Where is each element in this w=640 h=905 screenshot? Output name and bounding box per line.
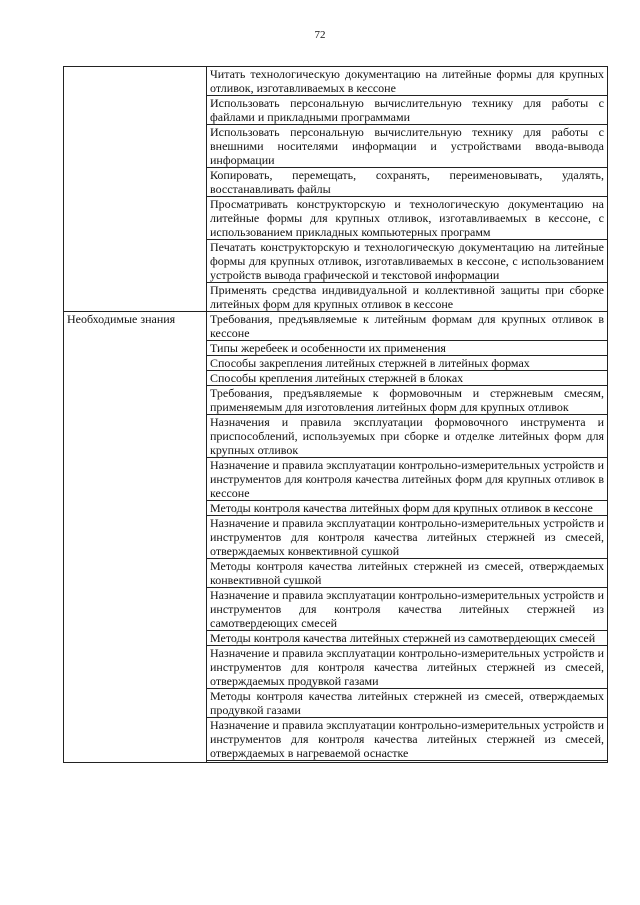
knowledge-item: Требования, предъявляемые к формовочным и стержневым смесям, применяемым для изготовления литейных форм для крупных отливок <box>207 386 608 415</box>
knowledge-item: Назначение и правила эксплуатации контрольно-измерительных устройств и инструментов для контроля качества литейных стержней из смесей, отверждаемых конвективной сушкой <box>207 516 608 559</box>
knowledge-item: Назначение и правила эксплуатации контрольно-измерительных устройств и инструментов для контроля качества литейных стержней из смесей, отверждаемых в нагреваемой оснастке <box>207 718 608 761</box>
skill-item: Печатать конструкторскую и технологическую документацию на литейные формы для крупных отливок, изготавливаемых в кессоне, с использованием устройств вывода графической и текстовой информации <box>207 240 608 283</box>
table-tail-cell <box>207 761 608 763</box>
section-label-cell <box>64 67 207 312</box>
knowledge-item: Назначение и правила эксплуатации контрольно-измерительных устройств и инструментов для контроля качества литейных стержней из смесей, отверждаемых продувкой газами <box>207 646 608 689</box>
knowledge-item: Методы контроля качества литейных форм для крупных отливок в кессоне <box>207 501 608 516</box>
table-row <box>64 312 608 341</box>
knowledge-label-cell: Необходимые знания <box>64 312 207 763</box>
knowledge-item: Способы крепления литейных стержней в блоках <box>207 371 608 386</box>
skill-item: Просматривать конструкторскую и технологическую документацию на литейные формы для крупных отливок, изготавливаемых в кессоне, с использованием прикладных компьютерных программ <box>207 197 608 240</box>
skill-item: Использовать персональную вычислительную технику для работы с внешними носителями информации и устройствами ввода-вывода информации <box>207 125 608 168</box>
knowledge-item: Методы контроля качества литейных стержней из смесей, отверждаемых продувкой газами <box>207 689 608 718</box>
knowledge-item: Назначения и правила эксплуатации формовочного инструмента и приспособлений, используемых при сборке и отделке литейных форм для крупных отливок <box>207 415 608 458</box>
knowledge-item: Назначение и правила эксплуатации контрольно-измерительных устройств и инструментов для контроля качества литейных форм для крупных отливок в кессоне <box>207 458 608 501</box>
requirements-table <box>63 66 608 763</box>
skill-item: Читать технологическую документацию на литейные формы для крупных отливок, изготавливаемых в кессоне <box>207 67 608 96</box>
knowledge-item: Назначение и правила эксплуатации контрольно-измерительных устройств и инструментов для контроля качества литейных стержней из самотвердеющих смесей <box>207 588 608 631</box>
knowledge-item: Способы закрепления литейных стержней в литейных формах <box>207 356 608 371</box>
skill-item: Использовать персональную вычислительную технику для работы с файлами и прикладными программами <box>207 96 608 125</box>
skill-item: Копировать, перемещать, сохранять, переименовывать, удалять, восстанавливать файлы <box>207 168 608 197</box>
skill-item: Применять средства индивидуальной и коллективной защиты при сборке литейных форм для крупных отливок в кессоне <box>207 283 608 312</box>
table-row <box>64 67 608 96</box>
knowledge-item: Методы контроля качества литейных стержней из самотвердеющих смесей <box>207 631 608 646</box>
knowledge-item: Типы жеребеек и особенности их применения <box>207 341 608 356</box>
page-number: 72 <box>314 29 326 41</box>
knowledge-item: Методы контроля качества литейных стержней из смесей, отверждаемых конвективной сушкой <box>207 559 608 588</box>
knowledge-item: Требования, предъявляемые к литейным формам для крупных отливок в кессоне <box>207 312 608 341</box>
